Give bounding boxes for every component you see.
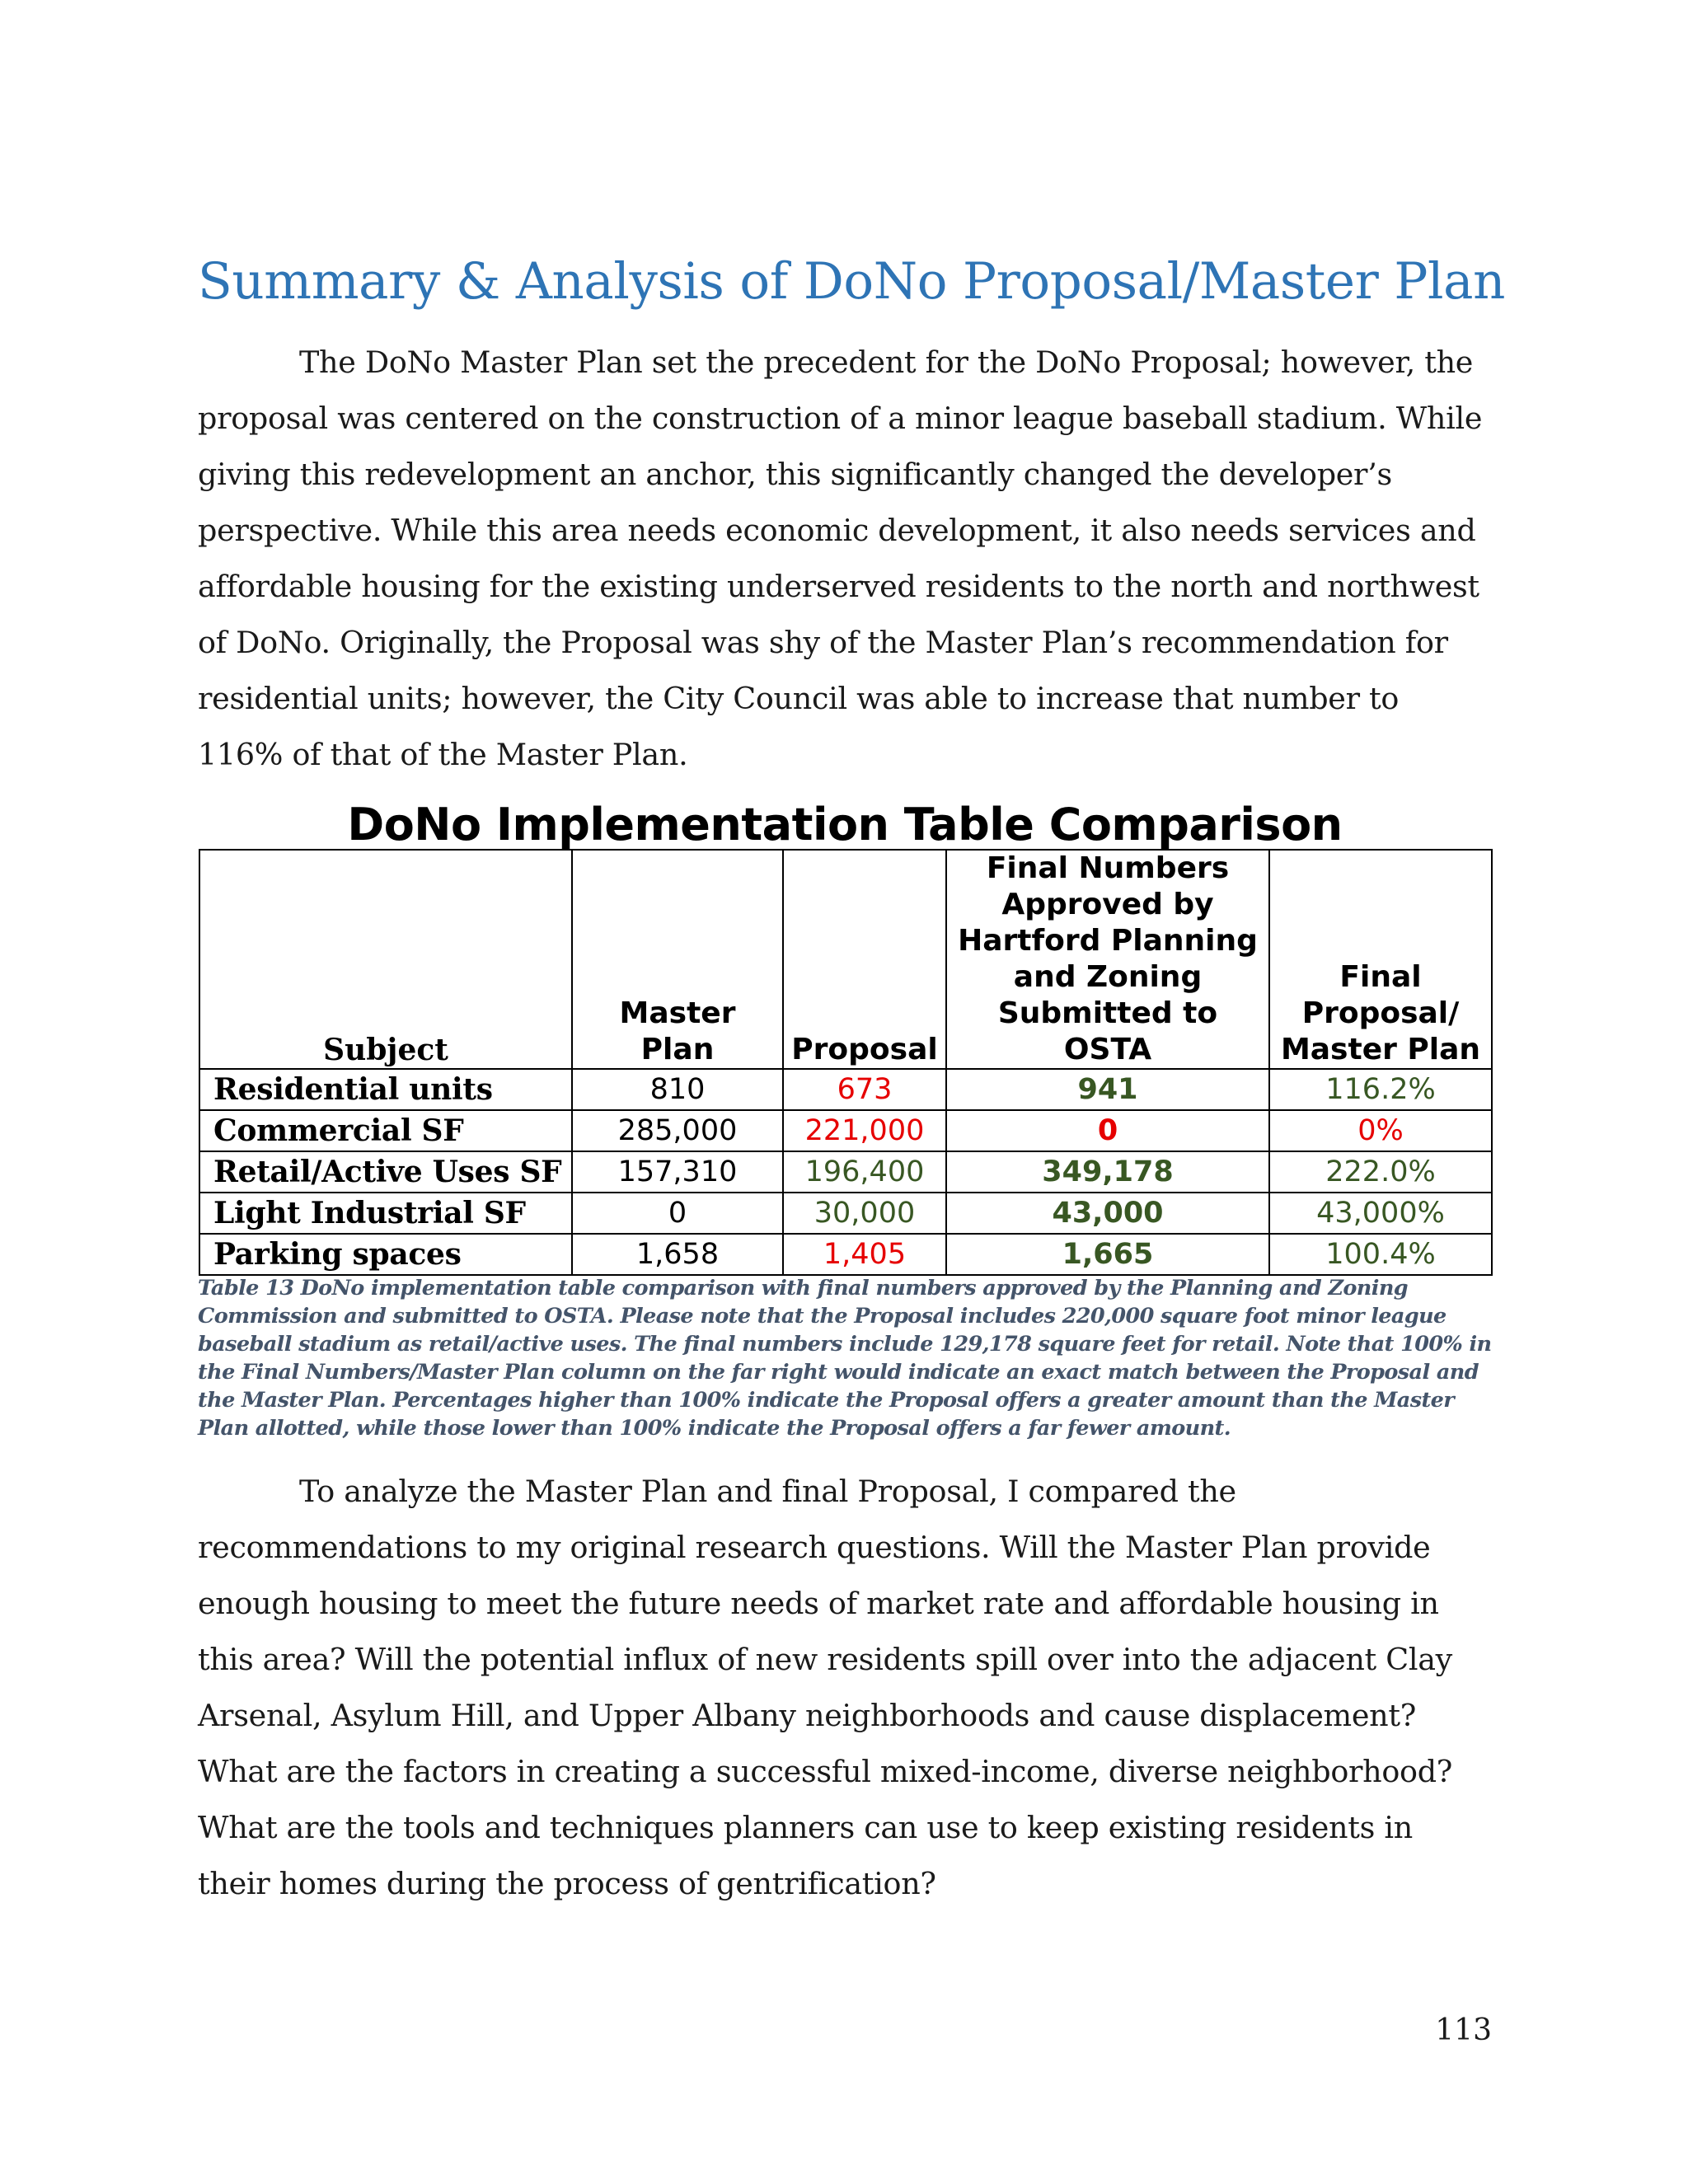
cell-ratio: 116.2% [1269, 1069, 1492, 1110]
page-number: 113 [1435, 2013, 1492, 2047]
analysis-paragraph: To analyze the Master Plan and final Proposal, I compared the recommendations to my original research questions. Will the Master Plan provide enough housing to meet the future needs of market rate and affordable housing in this area? Will the potential influx of new residents spill over into the adjacent Clay Arsenal, Asylum Hill, and Upper Albany neighborhoods and cause displacement? What are the factors in creating a successful mixed-income, diverse neighborhood? What are the tools and techniques planners can use to keep existing residents in their homes during the process of gentrification? [198, 1474, 1453, 1901]
row-subject: Retail/Active Uses SF [199, 1151, 572, 1193]
cell-final: 1,665 [946, 1234, 1269, 1275]
cell-proposal: 30,000 [783, 1193, 946, 1234]
table-title: DoNo Implementation Table Comparison [347, 799, 1343, 851]
table-caption: Table 13 DoNo implementation table comparison with final numbers approved by the Planning and Zoning Commission and submitted to OSTA. Please note that the Proposal includes 220,000 square foot minor league baseball stadium as retail/active uses. The final numbers include 129,178 square feet for retail. Note that 100% in the Final Numbers/Master Plan column on the far right would indicate an exact match between the Proposal and the Master Plan. Percentages higher than 100% indicate the Proposal offers a greater amount than the Master Plan allotted, while those lower than 100% indicate the Proposal offers a far fewer amount. [198, 1276, 1492, 1441]
cell-master-plan: 285,000 [572, 1110, 783, 1151]
cell-master-plan: 810 [572, 1069, 783, 1110]
cell-ratio: 222.0% [1269, 1151, 1492, 1193]
cell-ratio: 43,000% [1269, 1193, 1492, 1234]
header-master-plan: Master Plan [572, 850, 783, 1069]
cell-final: 941 [946, 1069, 1269, 1110]
cell-master-plan: 0 [572, 1193, 783, 1234]
cell-proposal: 221,000 [783, 1110, 946, 1151]
cell-final: 349,178 [946, 1151, 1269, 1193]
row-subject: Light Industrial SF [199, 1193, 572, 1234]
cell-final: 43,000 [946, 1193, 1269, 1234]
implementation-comparison-table [199, 849, 1493, 1276]
header-final-numbers: Final Numbers Approved by Hartford Planning and Zoning Submitted to OSTA [946, 850, 1269, 1069]
table-row [199, 1151, 1492, 1193]
table-row [199, 1069, 1492, 1110]
table-header-row [199, 850, 1492, 1069]
header-proposal: Proposal [783, 850, 946, 1069]
header-final-ratio: Final Proposal/ Master Plan [1269, 850, 1492, 1069]
cell-proposal: 1,405 [783, 1234, 946, 1275]
cell-final: 0 [946, 1110, 1269, 1151]
table-row [199, 1234, 1492, 1275]
row-subject: Commercial SF [199, 1110, 572, 1151]
table-row [199, 1110, 1492, 1151]
section-heading: Summary & Analysis of DoNo Proposal/Master Plan [198, 252, 1505, 311]
header-subject: Subject [199, 850, 572, 1069]
row-subject: Parking spaces [199, 1234, 572, 1275]
cell-ratio: 100.4% [1269, 1234, 1492, 1275]
row-subject: Residential units [199, 1069, 572, 1110]
cell-proposal: 196,400 [783, 1151, 946, 1193]
table-row [199, 1193, 1492, 1234]
cell-master-plan: 1,658 [572, 1234, 783, 1275]
intro-paragraph: The DoNo Master Plan set the precedent for the DoNo Proposal; however, the proposal was centered on the construction of a minor league baseball stadium. While giving this redevelopment an anchor, this significantly changed the developer’s perspective. While this area needs economic development, it also needs services and affordable housing for the existing underserved residents to the north and northwest of DoNo. Originally, the Proposal was shy of the Master Plan’s recommendation for residential units; however, the City Council was able to increase that number to 116% of that of the Master Plan. [198, 344, 1483, 772]
cell-proposal: 673 [783, 1069, 946, 1110]
cell-master-plan: 157,310 [572, 1151, 783, 1193]
cell-ratio: 0% [1269, 1110, 1492, 1151]
